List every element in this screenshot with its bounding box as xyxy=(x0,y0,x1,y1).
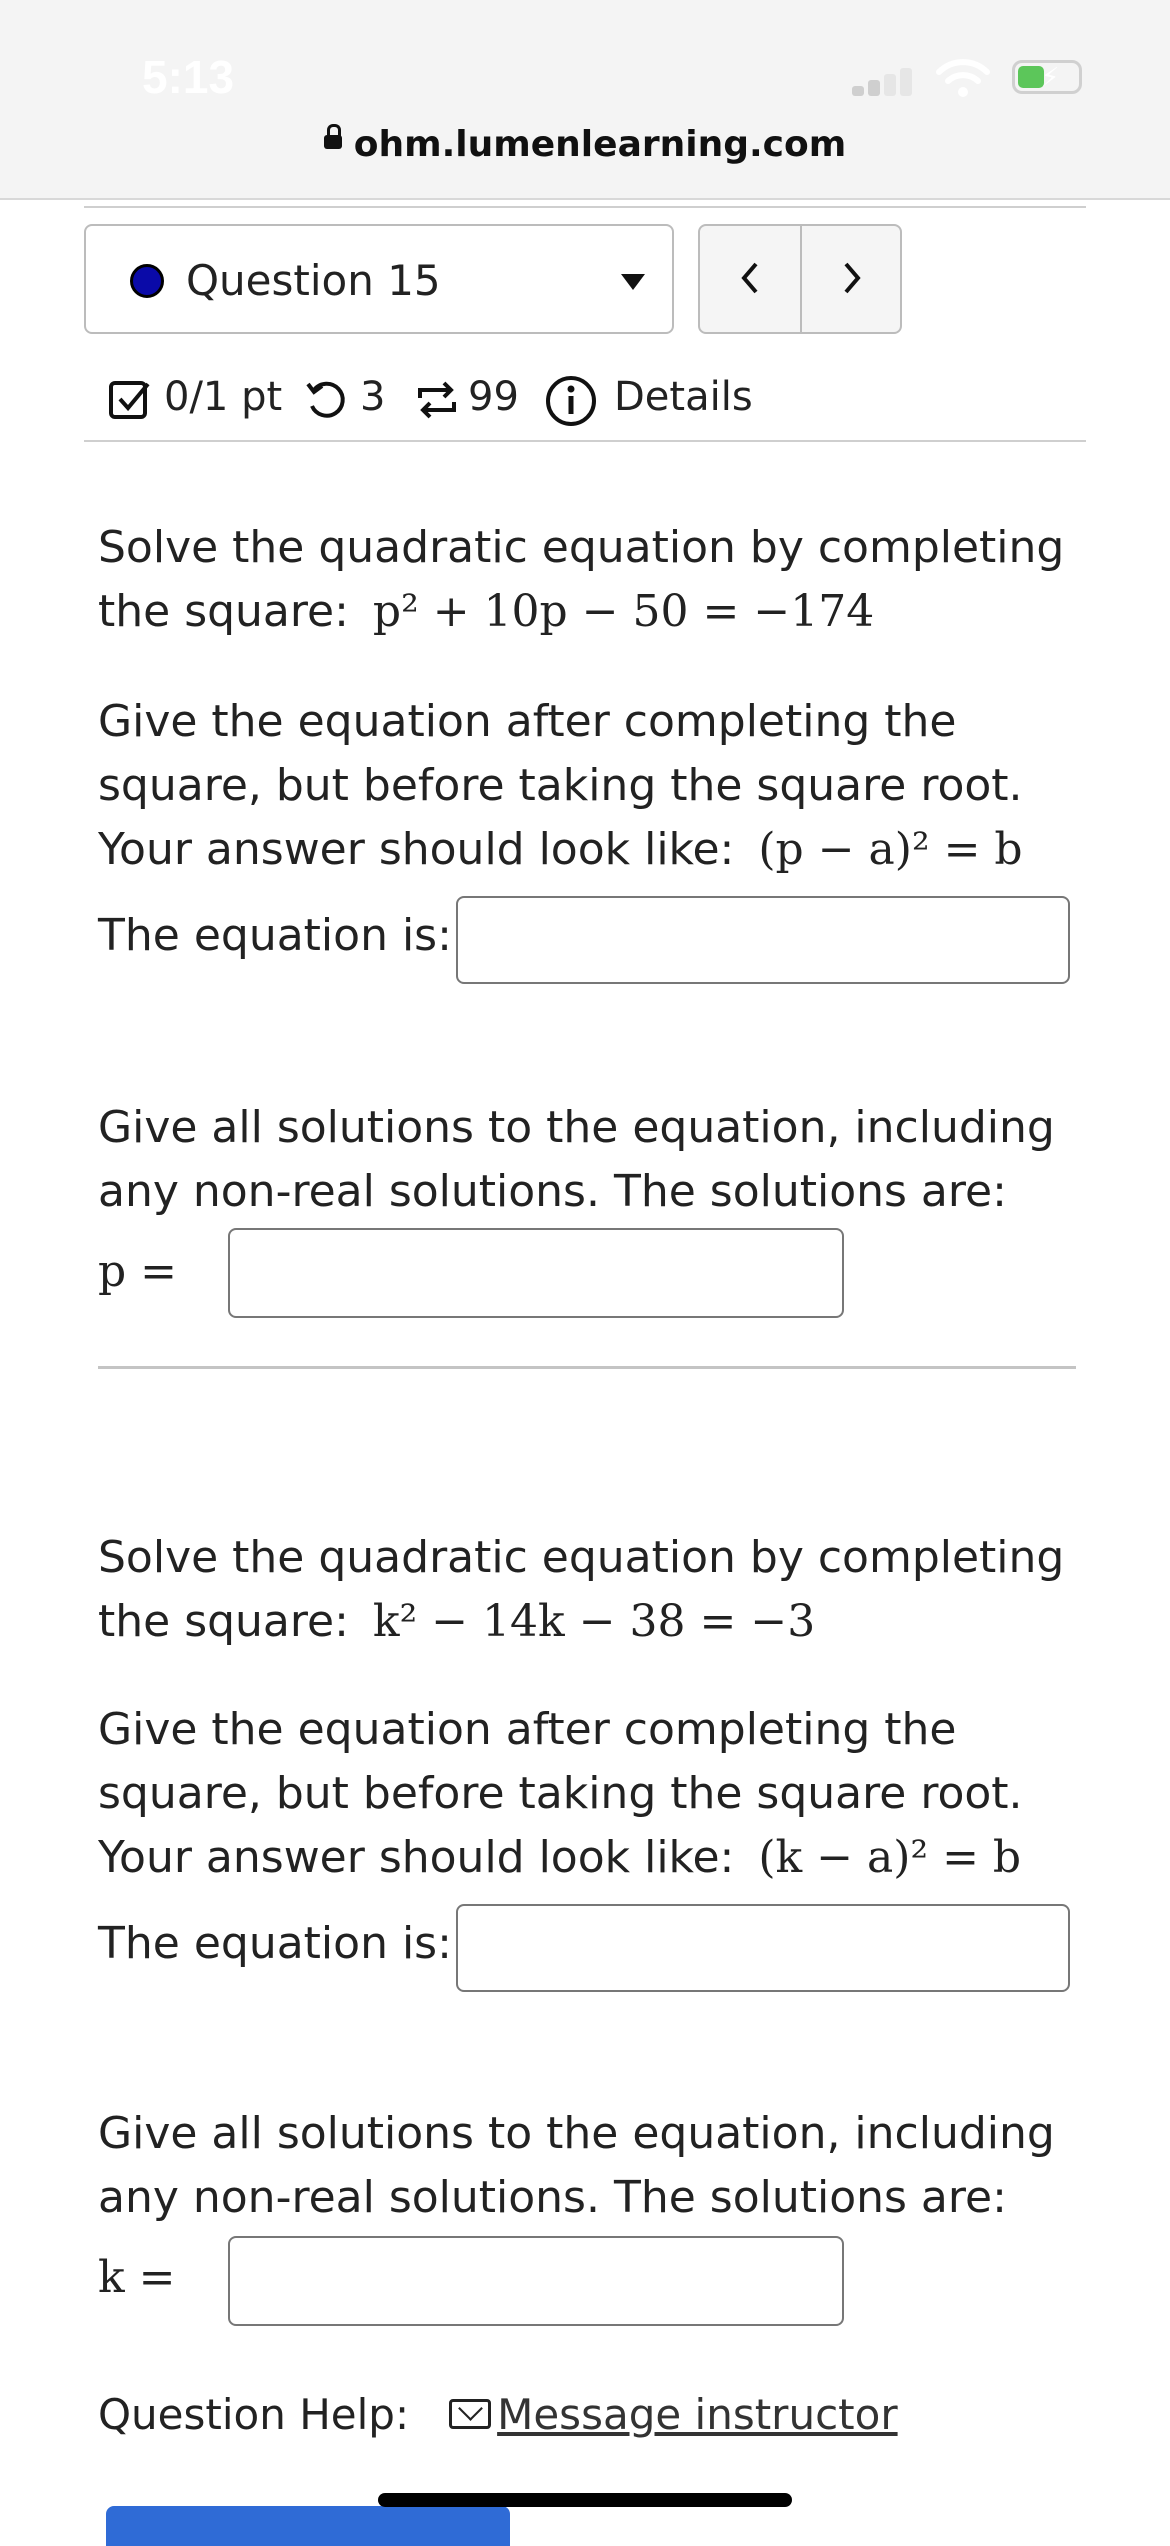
part1-solutions-input[interactable] xyxy=(228,1228,844,1318)
part1-solutions-text: Give all solutions to the equation, including any non-real solutions. The solutions are: xyxy=(98,1102,1055,1217)
help-label: Question Help: xyxy=(98,2390,410,2439)
prev-question-button[interactable] xyxy=(700,226,800,332)
part2-intro: Solve the quadratic equation by completing the square: xyxy=(98,1532,1065,1647)
part1-equation-label: The equation is: xyxy=(98,910,452,961)
lock-icon xyxy=(324,135,342,149)
part1-instructions-text: Give the equation after completing the square, but before taking the square root. Your answer should look like: xyxy=(98,696,1023,875)
divider xyxy=(84,440,1086,442)
part2-form: (k − a)² = b xyxy=(758,1832,1022,1883)
url-text: ohm.lumenlearning.com xyxy=(353,124,847,165)
details-link[interactable]: Details xyxy=(614,374,753,420)
part1-intro: Solve the quadratic equation by completing the square: xyxy=(98,522,1065,637)
attempts-count: 99 xyxy=(468,374,519,420)
part2-var-label: k = xyxy=(98,2252,176,2303)
part2-solutions-input[interactable] xyxy=(228,2236,844,2326)
chevron-left-icon xyxy=(736,258,764,298)
part1-prompt xyxy=(98,516,1098,644)
part2-equation-input[interactable] xyxy=(456,1904,1070,1992)
part2-equation-label: The equation is: xyxy=(98,1918,452,1969)
browser-chrome xyxy=(0,0,1170,200)
question-nav-group xyxy=(698,224,902,334)
part2-instructions xyxy=(98,1698,1098,1890)
wifi-icon xyxy=(936,58,990,98)
battery-icon: ⚡ xyxy=(1012,60,1082,94)
question-select-label: Question 15 xyxy=(186,256,441,305)
part1-equation-input[interactable] xyxy=(456,896,1070,984)
part2-prompt xyxy=(98,1526,1098,1654)
part1-form: (p − a)² = b xyxy=(758,824,1023,875)
divider xyxy=(84,206,1086,208)
submit-button[interactable] xyxy=(106,2506,510,2546)
question-status-dot xyxy=(130,264,164,298)
score-check-icon xyxy=(108,378,152,432)
question-help xyxy=(98,2390,898,2439)
attempts-icon xyxy=(414,378,460,432)
part2-solutions-text: Give all solutions to the equation, including any non-real solutions. The solutions are: xyxy=(98,2108,1055,2223)
address-bar[interactable] xyxy=(0,124,1170,165)
part1-instructions xyxy=(98,690,1098,882)
question-select[interactable] xyxy=(84,224,674,334)
message-instructor-link[interactable]: Message instructor xyxy=(497,2390,898,2439)
mail-icon xyxy=(449,2399,491,2429)
home-indicator xyxy=(378,2493,792,2507)
status-time: 5:13 xyxy=(142,51,235,103)
retries-count: 3 xyxy=(360,374,386,420)
next-question-button[interactable] xyxy=(802,226,902,332)
score-text: 0/1 pt xyxy=(164,374,283,420)
info-icon[interactable] xyxy=(544,374,598,438)
cellular-signal-icon xyxy=(852,66,916,96)
part1-var-label: p = xyxy=(98,1246,178,1297)
caret-down-icon xyxy=(621,274,645,290)
chevron-right-icon xyxy=(838,258,866,298)
part1-equation: p² + 10p − 50 = −174 xyxy=(372,586,875,637)
section-divider xyxy=(98,1366,1076,1369)
retry-icon xyxy=(304,378,348,432)
part2-instructions-text: Give the equation after completing the square, but before taking the square root. Your answer should look like: xyxy=(98,1704,1023,1883)
part2-equation: k² − 14k − 38 = −3 xyxy=(372,1596,816,1647)
